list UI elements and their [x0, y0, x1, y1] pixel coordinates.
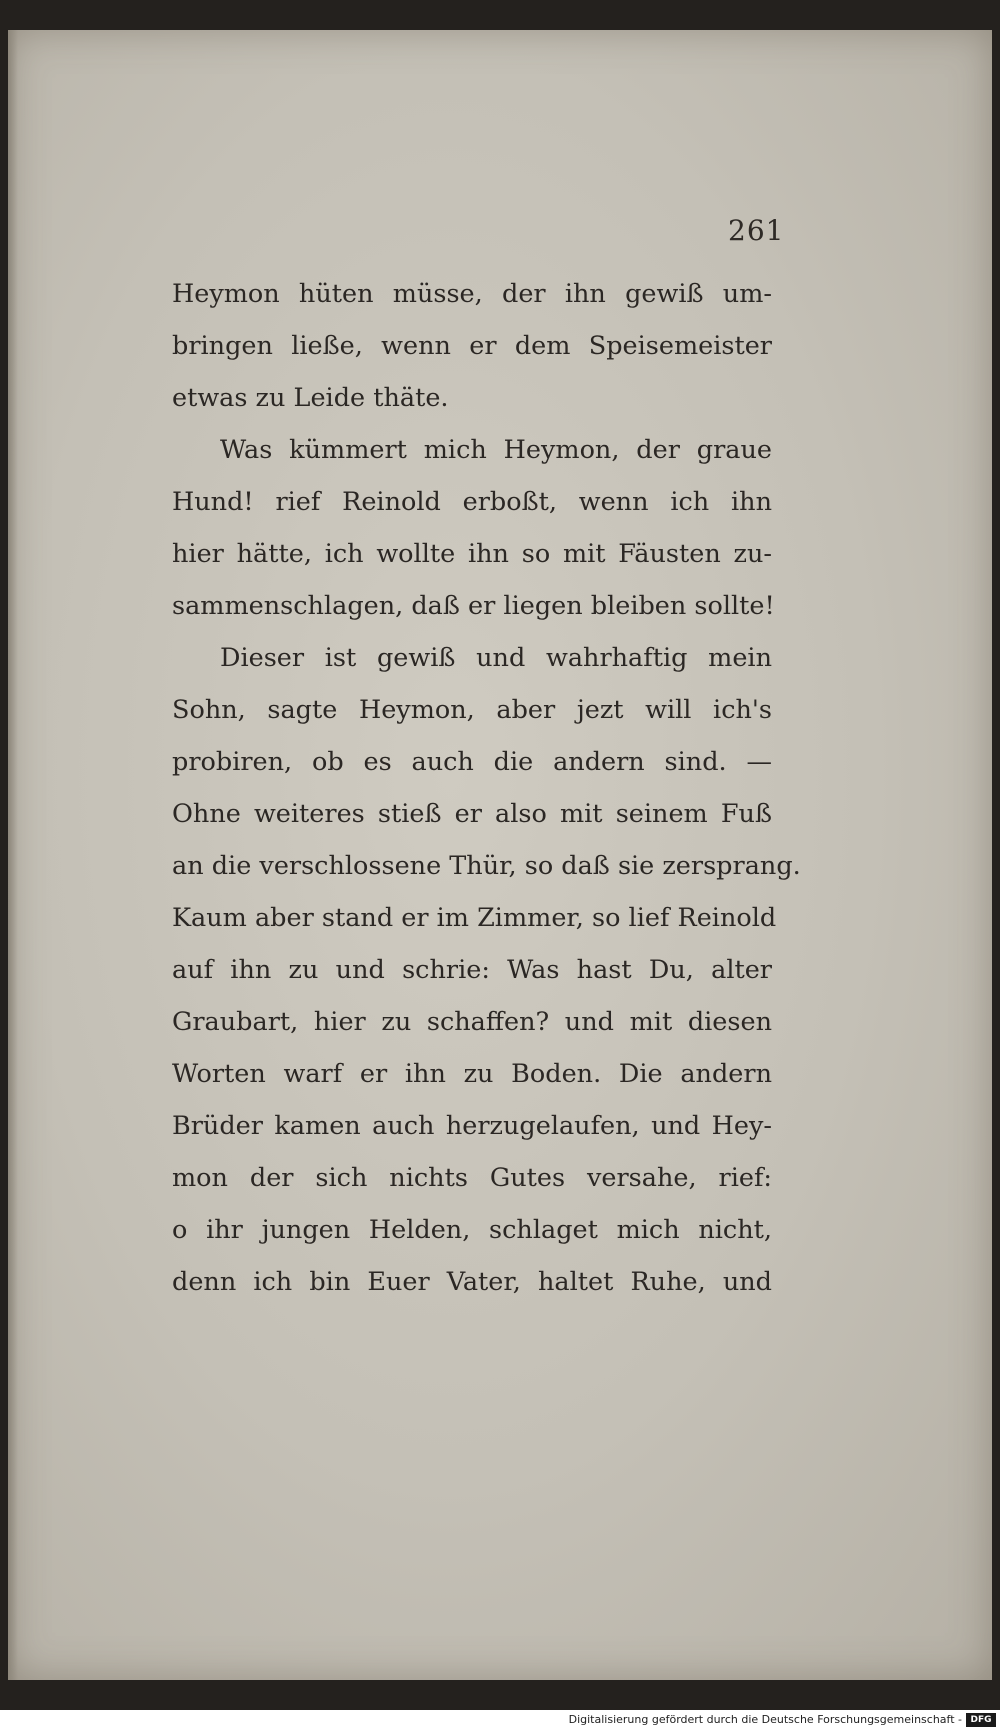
digitization-credit: Digitalisierung gefördert durch die Deutsche Forschungsgemeinschaft -: [568, 1713, 962, 1726]
text-line: Ohne weiteres stieß er also mit seinem Fuß: [172, 799, 772, 829]
page-edge-shadow: [8, 30, 18, 1680]
text-line: an die verschlossene Thür, so daß sie zersprang.: [172, 851, 801, 881]
text-line: Heymon hüten müsse, der ihn gewiß um-: [172, 279, 772, 309]
text-line: Worten warf er ihn zu Boden. Die andern: [172, 1059, 772, 1089]
text-line: Was kümmert mich Heymon, der graue: [220, 435, 772, 465]
footer-bar: [0, 1710, 1000, 1730]
body-text: [172, 268, 801, 1308]
text-line: bringen ließe, wenn er dem Speisemeister: [172, 331, 772, 361]
page-number: 261: [728, 214, 785, 247]
text-line: o ihr jungen Helden, schlaget mich nicht,: [172, 1215, 772, 1245]
text-line: auf ihn zu und schrie: Was hast Du, alter: [172, 955, 772, 985]
text-line: hier hätte, ich wollte ihn so mit Fäusten zu-: [172, 539, 772, 569]
dfg-logo: DFG: [966, 1713, 996, 1727]
text-line: Hund! rief Reinold erboßt, wenn ich ihn: [172, 487, 772, 517]
text-line: Sohn, sagte Heymon, aber jezt will ich's: [172, 695, 772, 725]
text-line: Dieser ist gewiß und wahrhaftig mein: [220, 643, 772, 673]
text-line: mon der sich nichts Gutes versahe, rief:: [172, 1163, 772, 1193]
text-line: Brüder kamen auch herzugelaufen, und Hey-: [172, 1111, 772, 1141]
text-line: denn ich bin Euer Vater, haltet Ruhe, und: [172, 1267, 772, 1297]
text-line: Graubart, hier zu schaffen? und mit diesen: [172, 1007, 772, 1037]
text-line: Kaum aber stand er im Zimmer, so lief Reinold: [172, 903, 777, 933]
text-line: etwas zu Leide thäte.: [172, 383, 449, 413]
text-line: sammenschlagen, daß er liegen bleiben sollte!: [172, 591, 775, 621]
text-line: probiren, ob es auch die andern sind. —: [172, 747, 772, 777]
